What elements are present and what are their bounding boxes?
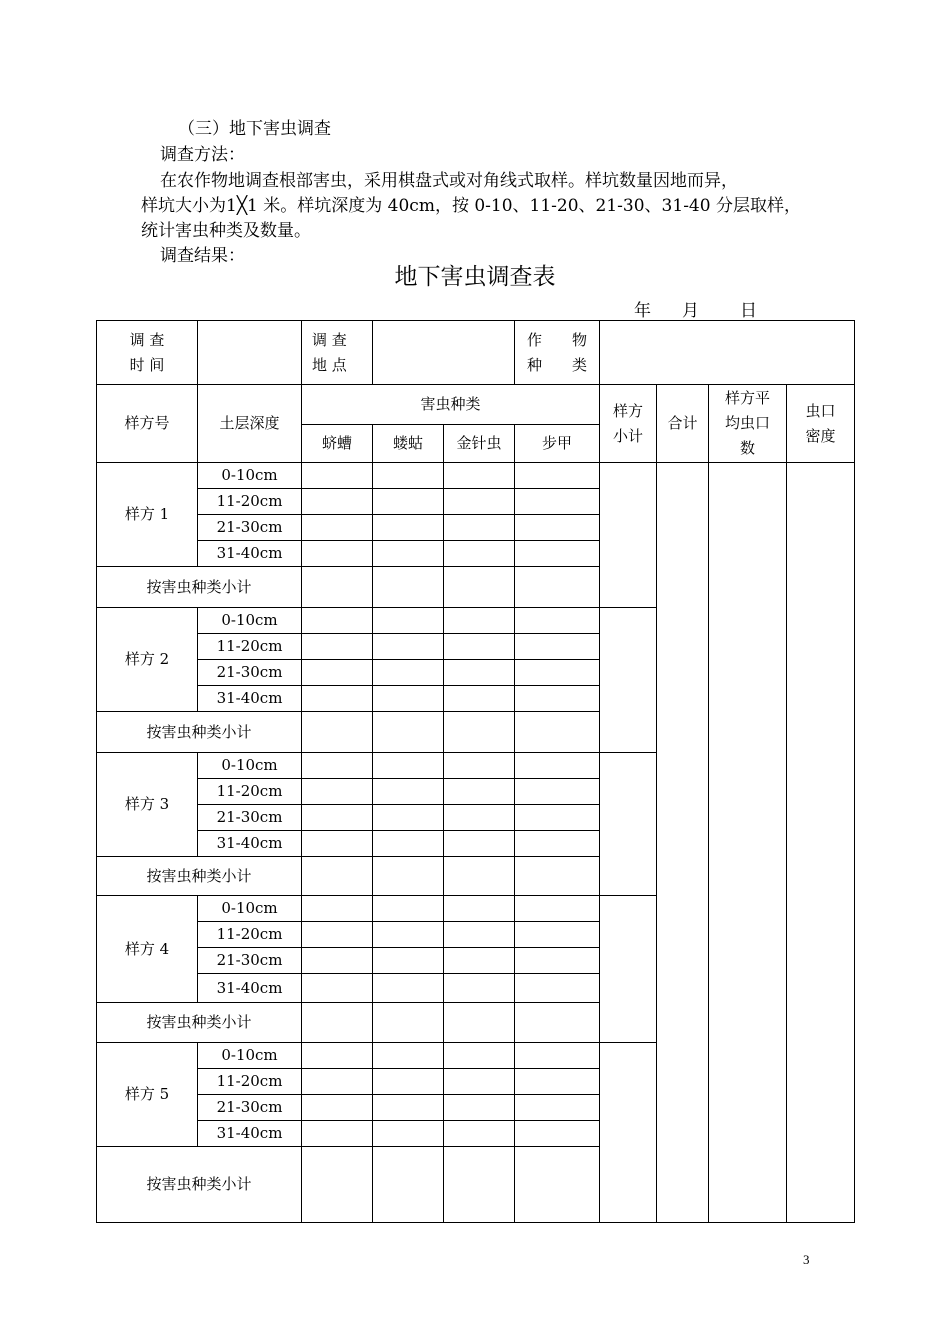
depth-cell: 0-10cm (198, 1043, 302, 1069)
count-cell[interactable] (444, 922, 515, 948)
count-cell[interactable] (373, 922, 444, 948)
species-subtotal-cell[interactable] (515, 1003, 600, 1043)
count-cell[interactable] (515, 831, 600, 857)
result-label: 调查结果： (160, 246, 245, 266)
survey-place-label-line2: 地 点 (312, 355, 347, 374)
count-cell[interactable] (302, 634, 373, 660)
count-cell[interactable] (444, 831, 515, 857)
count-cell[interactable] (373, 660, 444, 686)
species-subtotal-cell[interactable] (373, 1003, 444, 1043)
count-cell[interactable] (302, 1095, 373, 1121)
avg-count-header-line2: 均虫口 (724, 414, 770, 432)
count-cell[interactable] (373, 608, 444, 634)
crop-type-label (515, 321, 600, 385)
count-cell[interactable] (302, 896, 373, 922)
count-cell[interactable] (373, 1095, 444, 1121)
plot-number-header: 样方号 (97, 385, 198, 463)
count-cell[interactable] (444, 608, 515, 634)
count-cell[interactable] (515, 1121, 600, 1147)
count-cell[interactable] (515, 489, 600, 515)
survey-time-value[interactable] (198, 321, 302, 385)
count-cell[interactable] (302, 541, 373, 567)
species-header-grub: 蛴螬 (302, 425, 373, 463)
crop-type-label-line1: 作 物 (526, 330, 587, 349)
species-subtotal-cell[interactable] (515, 712, 600, 753)
count-cell[interactable] (444, 1069, 515, 1095)
depth-cell: 31-40cm (198, 686, 302, 712)
depth-cell: 11-20cm (198, 1069, 302, 1095)
density-cell[interactable] (787, 463, 855, 1223)
count-cell[interactable] (302, 686, 373, 712)
count-cell[interactable] (444, 463, 515, 489)
depth-cell: 11-20cm (198, 779, 302, 805)
count-cell[interactable] (444, 1043, 515, 1069)
species-subtotal-cell[interactable] (302, 567, 373, 608)
species-subtotal-cell[interactable] (515, 1147, 600, 1223)
species-subtotal-cell[interactable] (373, 567, 444, 608)
survey-place-value[interactable] (373, 321, 515, 385)
depth-cell: 0-10cm (198, 896, 302, 922)
depth-cell: 21-30cm (198, 515, 302, 541)
species-subtotal-cell[interactable] (444, 857, 515, 896)
count-cell[interactable] (515, 660, 600, 686)
count-cell[interactable] (515, 974, 600, 1003)
count-cell[interactable] (302, 463, 373, 489)
species-header-ground-beetle: 步甲 (515, 425, 600, 463)
count-cell[interactable] (444, 805, 515, 831)
count-cell[interactable] (302, 753, 373, 779)
count-cell[interactable] (302, 831, 373, 857)
count-cell[interactable] (302, 805, 373, 831)
depth-cell: 31-40cm (198, 541, 302, 567)
count-cell[interactable] (515, 686, 600, 712)
pest-survey-table (96, 320, 855, 1223)
table-title: 地下害虫调查表 (394, 264, 556, 290)
count-cell[interactable] (302, 974, 373, 1003)
species-subtotal-label: 按害虫种类小计 (97, 712, 302, 753)
species-subtotal-label: 按害虫种类小计 (97, 567, 302, 608)
info-row (97, 321, 855, 385)
depth-cell: 11-20cm (198, 922, 302, 948)
species-subtotal-cell[interactable] (302, 1003, 373, 1043)
count-cell[interactable] (444, 541, 515, 567)
depth-cell: 0-10cm (198, 608, 302, 634)
species-header-wireworm: 金针虫 (444, 425, 515, 463)
depth-cell: 21-30cm (198, 660, 302, 686)
count-cell[interactable] (515, 463, 600, 489)
count-cell[interactable] (444, 1095, 515, 1121)
count-cell[interactable] (302, 489, 373, 515)
count-cell[interactable] (515, 948, 600, 974)
species-subtotal-label: 按害虫种类小计 (97, 1147, 302, 1223)
avg-count-header-line1: 样方平 (724, 389, 770, 407)
species-subtotal-cell[interactable] (444, 1003, 515, 1043)
plot-subtotal-header-line1: 样方 (612, 401, 643, 420)
species-subtotal-cell[interactable] (515, 857, 600, 896)
crop-type-value[interactable] (600, 321, 855, 385)
soil-depth-header: 土层深度 (198, 385, 302, 463)
count-cell[interactable] (373, 489, 444, 515)
count-cell[interactable] (515, 805, 600, 831)
header-row-1 (97, 385, 855, 425)
count-cell[interactable] (444, 896, 515, 922)
avg-count-header-line3: 数 (739, 439, 755, 457)
count-cell[interactable] (373, 831, 444, 857)
count-cell[interactable] (373, 1043, 444, 1069)
count-cell[interactable] (515, 1069, 600, 1095)
species-subtotal-cell[interactable] (444, 712, 515, 753)
count-cell[interactable] (302, 1121, 373, 1147)
depth-cell: 21-30cm (198, 805, 302, 831)
count-cell[interactable] (373, 686, 444, 712)
section-heading: （三）地下害虫调查 (178, 119, 331, 139)
count-cell[interactable] (373, 515, 444, 541)
species-subtotal-cell[interactable] (302, 1147, 373, 1223)
survey-time-label-line2: 时 间 (129, 355, 165, 374)
count-cell[interactable] (302, 779, 373, 805)
depth-cell: 0-10cm (198, 753, 302, 779)
depth-cell: 31-40cm (198, 831, 302, 857)
density-header-line2: 密度 (805, 426, 836, 445)
count-cell[interactable] (515, 1095, 600, 1121)
depth-cell: 0-10cm (198, 463, 302, 489)
depth-cell: 11-20cm (198, 634, 302, 660)
species-header-mole-cricket: 蝼蛄 (373, 425, 444, 463)
count-cell[interactable] (515, 608, 600, 634)
count-cell[interactable] (515, 1043, 600, 1069)
method-line-1: 在农作物地调查根部害虫，采用棋盘式或对角线式取样。样坑数量因地而异， (160, 171, 738, 191)
species-subtotal-cell[interactable] (302, 857, 373, 896)
pest-species-header: 害虫种类 (302, 385, 600, 425)
plot-1-label: 样方 1 (97, 463, 198, 567)
count-cell[interactable] (302, 922, 373, 948)
date-year-label: 年 (634, 301, 651, 321)
count-cell[interactable] (373, 1069, 444, 1095)
species-subtotal-cell[interactable] (373, 712, 444, 753)
avg-count-cell[interactable] (709, 463, 787, 1223)
count-cell[interactable] (515, 515, 600, 541)
count-cell[interactable] (373, 896, 444, 922)
count-cell[interactable] (373, 634, 444, 660)
depth-cell: 21-30cm (198, 1095, 302, 1121)
survey-time-label-line1: 调 查 (129, 330, 165, 349)
crop-type-label-line2: 种 类 (526, 355, 587, 374)
density-header-line1: 虫口 (805, 401, 836, 420)
depth-cell: 31-40cm (198, 974, 302, 1003)
page-number: 3 (803, 1252, 810, 1267)
plot-1-depth-row (97, 463, 855, 489)
plot-3-label: 样方 3 (97, 753, 198, 857)
count-cell[interactable] (373, 753, 444, 779)
plot-4-label: 样方 4 (97, 896, 198, 1003)
plot-4-subtotal-cell[interactable] (600, 896, 657, 1043)
plot-subtotal-header-line2: 小计 (612, 426, 643, 445)
depth-cell: 21-30cm (198, 948, 302, 974)
species-subtotal-label: 按害虫种类小计 (97, 857, 302, 896)
count-cell[interactable] (444, 660, 515, 686)
count-cell[interactable] (515, 541, 600, 567)
depth-cell: 11-20cm (198, 489, 302, 515)
grand-total-cell[interactable] (657, 463, 709, 1223)
survey-place-label-line1: 调 查 (312, 330, 347, 349)
date-month-label: 月 (682, 301, 699, 321)
species-subtotal-label: 按害虫种类小计 (97, 1003, 302, 1043)
count-cell[interactable] (444, 634, 515, 660)
count-cell[interactable] (515, 634, 600, 660)
depth-cell: 31-40cm (198, 1121, 302, 1147)
count-cell[interactable] (444, 686, 515, 712)
count-cell[interactable] (444, 948, 515, 974)
method-line-3: 统计害虫种类及数量。 (141, 221, 311, 241)
plot-2-subtotal-cell[interactable] (600, 608, 657, 753)
count-cell[interactable] (302, 1069, 373, 1095)
count-cell[interactable] (373, 463, 444, 489)
count-cell[interactable] (515, 896, 600, 922)
species-subtotal-cell[interactable] (302, 712, 373, 753)
plot-5-label: 样方 5 (97, 1043, 198, 1147)
count-cell[interactable] (515, 753, 600, 779)
density-header (787, 385, 855, 463)
total-header: 合计 (657, 385, 709, 463)
count-cell[interactable] (302, 515, 373, 541)
count-cell[interactable] (373, 948, 444, 974)
species-subtotal-cell[interactable] (373, 1147, 444, 1223)
count-cell[interactable] (444, 489, 515, 515)
species-subtotal-cell[interactable] (444, 567, 515, 608)
count-cell[interactable] (373, 974, 444, 1003)
count-cell[interactable] (444, 779, 515, 805)
method-label: 调查方法： (160, 145, 245, 165)
count-cell[interactable] (373, 805, 444, 831)
count-cell[interactable] (515, 922, 600, 948)
method-line-2: 样坑大小为1╳1 米。样坑深度为 40cm，按 0-10、11-20、21-30、31-40 分层取样， (141, 196, 801, 216)
avg-count-header (709, 385, 787, 463)
count-cell[interactable] (444, 753, 515, 779)
plot-subtotal-header (600, 385, 657, 463)
count-cell[interactable] (302, 608, 373, 634)
count-cell[interactable] (302, 1043, 373, 1069)
count-cell[interactable] (302, 660, 373, 686)
plot-5-subtotal-cell[interactable] (600, 1043, 657, 1223)
count-cell[interactable] (444, 515, 515, 541)
count-cell[interactable] (302, 948, 373, 974)
count-cell[interactable] (373, 541, 444, 567)
count-cell[interactable] (373, 1121, 444, 1147)
species-subtotal-cell[interactable] (444, 1147, 515, 1223)
plot-3-subtotal-cell[interactable] (600, 753, 657, 896)
survey-time-label (97, 321, 198, 385)
count-cell[interactable] (444, 974, 515, 1003)
species-subtotal-cell[interactable] (373, 857, 444, 896)
count-cell[interactable] (515, 779, 600, 805)
count-cell[interactable] (373, 779, 444, 805)
date-day-label: 日 (740, 301, 757, 321)
plot-2-label: 样方 2 (97, 608, 198, 712)
count-cell[interactable] (444, 1121, 515, 1147)
survey-place-label (302, 321, 373, 385)
species-subtotal-cell[interactable] (515, 567, 600, 608)
plot-1-subtotal-cell[interactable] (600, 463, 657, 608)
